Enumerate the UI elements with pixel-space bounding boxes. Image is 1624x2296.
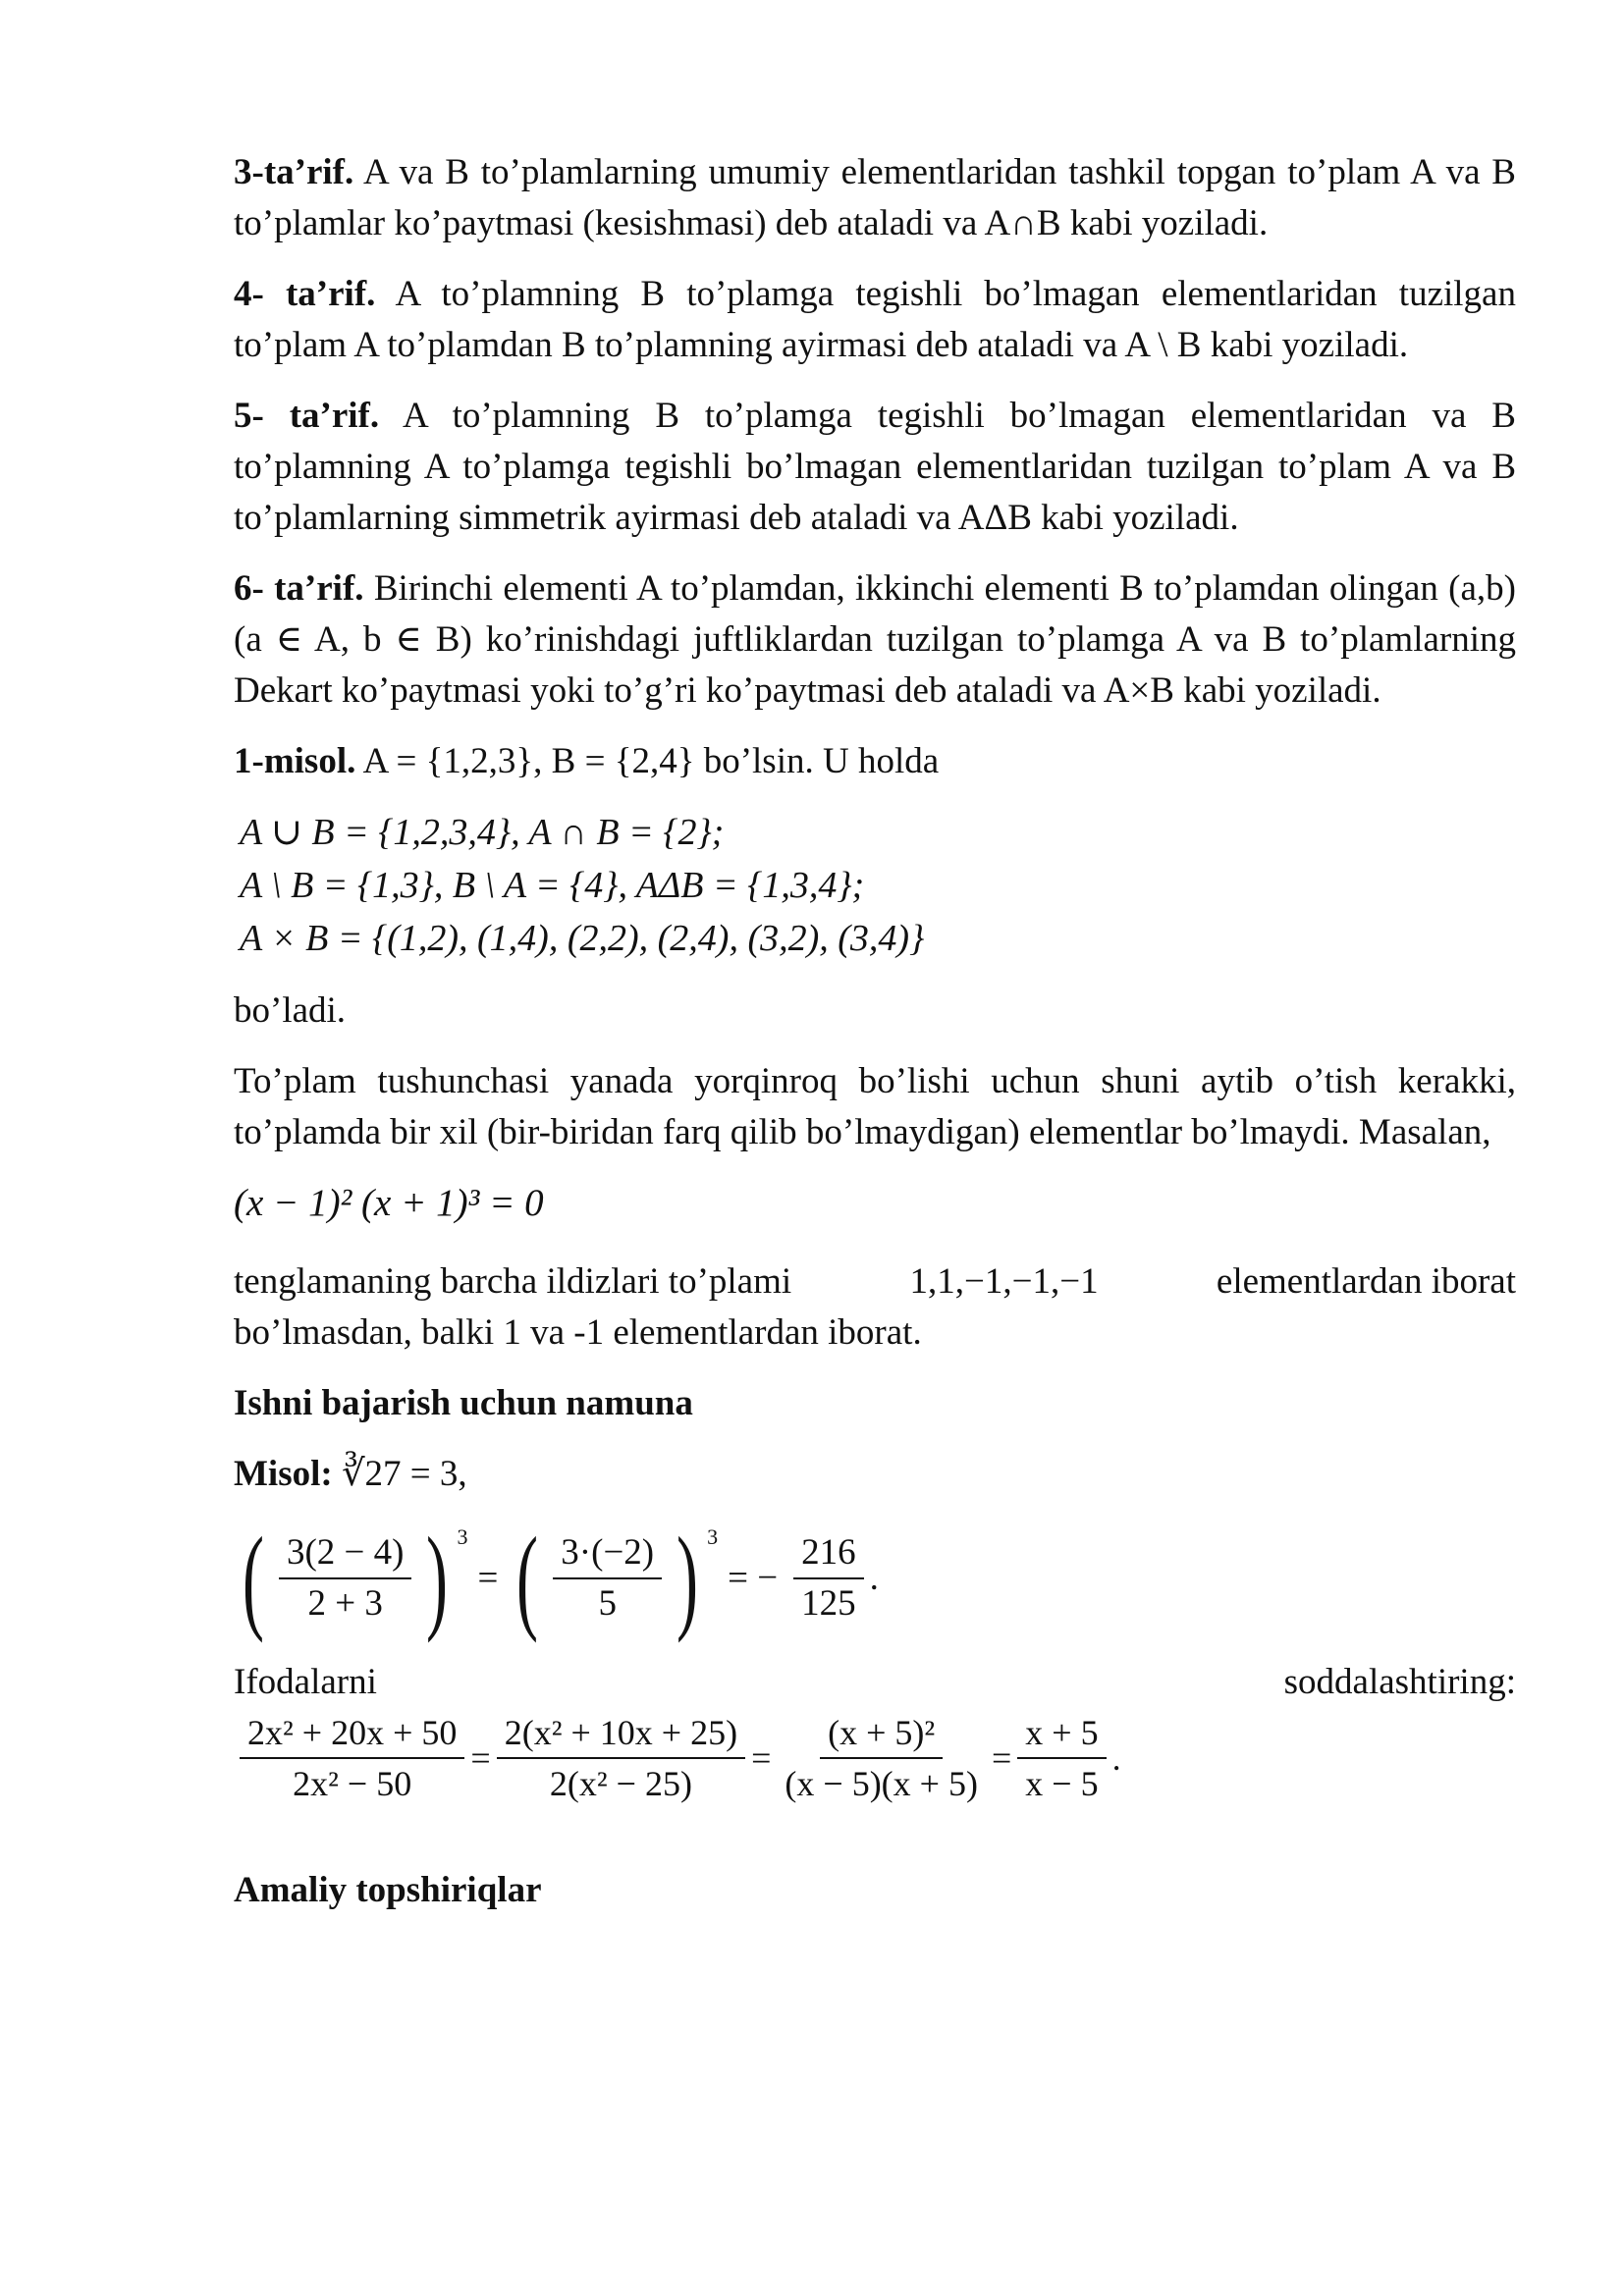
- fraction-numerator: 2(x² + 10x + 25): [497, 1708, 745, 1759]
- example-text: A = {1,2,3}, B = {2,4} bo’lsin. U holda: [362, 741, 940, 781]
- example-label: 1-misol.: [234, 741, 356, 781]
- roots-values: 1,1,−1,−1,−1: [909, 1261, 1099, 1302]
- definition-6: [234, 563, 1516, 717]
- example-equations: [234, 807, 1516, 966]
- roots-line-1: [234, 1256, 1516, 1308]
- fraction-denominator: 125: [801, 1583, 856, 1624]
- fraction-denominator: 2 + 3: [307, 1583, 383, 1624]
- simplify-left: Ifodalarni: [234, 1662, 377, 1702]
- equation-line: A \ B = {1,3}, B \ A = {4}, AΔB = {1,3,4};: [240, 865, 865, 906]
- fraction-example: ( $\frac{3(2 - 4)}{2 + 3}$ ) 3 = ( $\frac{3\cdot(-2)}{5}$ ) 3 = − $\frac{216}{125}$ .: [242, 1513, 879, 1643]
- definition-text: A to’plamning B to’plamga tegishli bo’lmagan elementlaridan va B to’plamning A to’plamga tegishli bo’lmagan elementlaridan tuzilgan to’plam A va B to’plamlarning simmetrik ayirmasi deb ataladi va AΔB kabi yoziladi.: [234, 396, 1516, 538]
- page-content: [234, 147, 1516, 1916]
- tasks-heading: Amaliy topshiriqlar: [234, 1870, 542, 1910]
- example-1: [234, 736, 1516, 787]
- fraction-numerator: 2x² + 20x + 50: [240, 1708, 464, 1759]
- set-paragraph: To’plam tushunchasi yanada yorqinroq bo’lishi uchun shuni aytib o’tish kerakki, to’plamda bir xil (bir-biridan farq qilib bo’lmaydigan) elementlar bo’lmaydi. Masalan,: [234, 1061, 1516, 1152]
- fraction-denominator: (x − 5)(x + 5): [785, 1764, 978, 1803]
- fraction-numerator: 3(2 − 4): [279, 1528, 412, 1579]
- definition-label: 5- ta’rif.: [234, 396, 380, 436]
- fraction-denominator: 2x² − 50: [293, 1764, 412, 1803]
- definition-label: 3-ta’rif.: [234, 152, 354, 192]
- sample-heading: Ishni bajarish uchun namuna: [234, 1383, 693, 1423]
- definition-label: 4- ta’rif.: [234, 274, 376, 314]
- equation-line: A ∪ B = {1,2,3,4}, A ∩ B = {2};: [240, 812, 725, 853]
- equation-line: A × B = {(1,2), (1,4), (2,2), (2,4), (3,2), (3,4)}: [240, 918, 925, 959]
- fraction-numerator: (x + 5)²: [820, 1708, 943, 1759]
- fraction-numerator: 216: [793, 1528, 864, 1579]
- definition-text: A to’plamning B to’plamga tegishli bo’lmagan elementlaridan tuzilgan to’plam A to’plamdan B to’plamning ayirmasi deb ataladi va A \ B kabi yoziladi.: [234, 274, 1516, 365]
- misol-expression: ∛27 = 3,: [341, 1454, 467, 1494]
- result-text: bo’ladi.: [234, 990, 347, 1031]
- definition-4: [234, 269, 1516, 371]
- fraction-numerator: x + 5: [1017, 1708, 1106, 1759]
- misol-label: Misol:: [234, 1454, 333, 1494]
- misol-line: [234, 1449, 1516, 1500]
- simplify-line: [234, 1657, 1516, 1708]
- simplify-equation: $\frac{\text{2x² + 20x + 50}}{\text{2x² − 50}}$ = $\frac{\text{2(x² + 10x + 25)}}{\text{2(x² − 25)}}$ = $\frac{\text{(x + 5)²}}{(x - 5)(x + 5)}$ = $\frac{x + 5}{x - 5}$ .: [234, 1708, 1516, 1808]
- definition-text: Birinchi elementi A to’plamdan, ikkinchi elementi B to’plamdan olingan (a,b) (a ∈ A, b ∈ B) ko’rinishdagi juftliklardan tuzilgan to’plamga A va B to’plamlarning Dekart ko’paytmasi yoki to’g’ri ko’paytmasi deb ataladi va A×B kabi yoziladi.: [234, 568, 1517, 711]
- definition-label: 6- ta’rif.: [234, 568, 364, 609]
- definition-5: [234, 391, 1516, 544]
- definition-3: [234, 147, 1516, 249]
- roots-equation: (x − 1)² (x + 1)³ = 0: [234, 1182, 544, 1224]
- fraction-denominator: 5: [598, 1583, 617, 1624]
- roots-line-2: bo’lmasdan, balki 1 va -1 elementlardan iborat.: [234, 1312, 922, 1353]
- fraction-denominator: 2(x² − 25): [549, 1764, 692, 1803]
- fraction-denominator: x − 5: [1025, 1764, 1099, 1803]
- fraction-numerator: 3·(−2): [553, 1528, 662, 1579]
- roots-text-left: tenglamaning barcha ildizlari to’plami: [234, 1261, 792, 1302]
- simplify-right: soddalashtiring:: [1283, 1662, 1516, 1702]
- roots-text-right: elementlardan iborat: [1216, 1261, 1516, 1302]
- definition-text: A va B to’plamlarning umumiy elementlaridan tashkil topgan to’plam A va B to’plamlar ko’paytmasi (kesishmasi) deb ataladi va A∩B kabi yoziladi.: [234, 152, 1516, 243]
